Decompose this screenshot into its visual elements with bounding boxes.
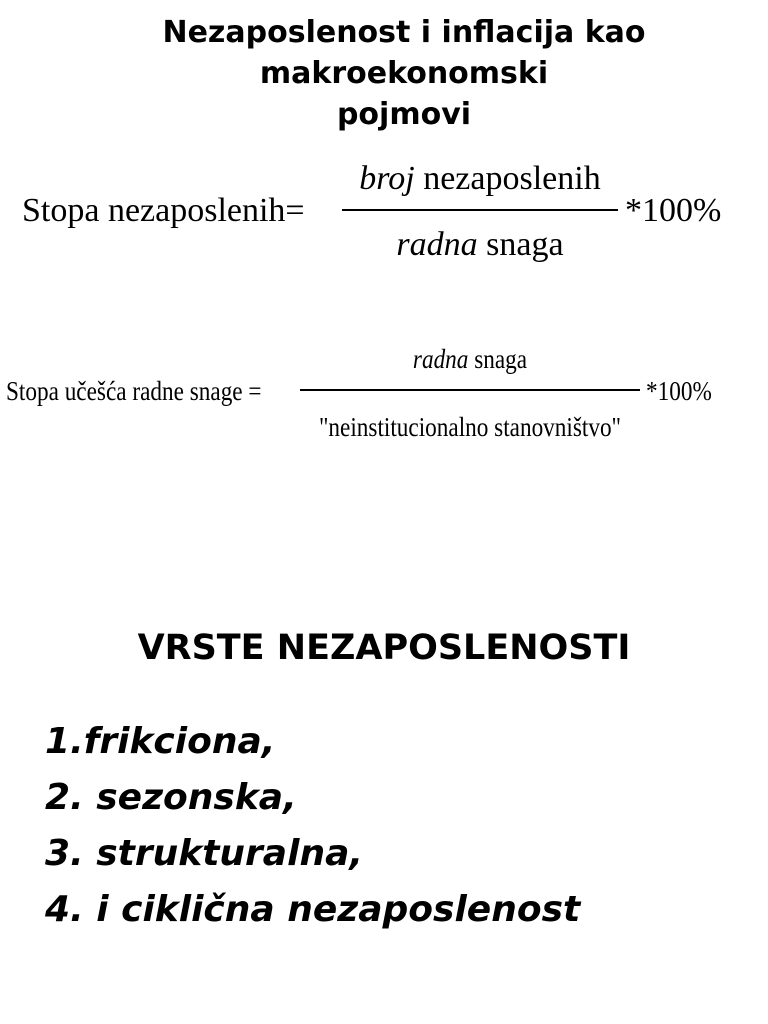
page-title bbox=[0, 12, 768, 135]
formula-denominator: "neinstitucionalno stanovništvo" bbox=[318, 412, 622, 442]
numerator-italic: broj bbox=[359, 160, 415, 197]
formula-multiplier: *100% bbox=[646, 376, 712, 406]
formula-denominator bbox=[340, 226, 620, 264]
title-line-3: pojmovi bbox=[336, 97, 472, 132]
formula-numerator bbox=[324, 344, 616, 375]
section-heading: VRSTE NEZAPOSLENOSTI bbox=[137, 628, 631, 668]
denominator-text: snaga bbox=[477, 226, 564, 263]
formula-numerator bbox=[340, 160, 620, 198]
unemployment-rate-formula bbox=[22, 160, 762, 270]
formula-lhs: Stopa učešća radne snage = bbox=[6, 376, 262, 406]
list-item: 1.frikciona, bbox=[45, 721, 276, 762]
list-item: 2. sezonska, bbox=[45, 777, 297, 818]
unemployment-types-list bbox=[45, 714, 580, 938]
formula-multiplier: *100% bbox=[625, 192, 722, 229]
numerator-text: snaga bbox=[468, 344, 528, 374]
numerator-text: nezaposlenih bbox=[414, 160, 601, 197]
participation-rate-formula bbox=[6, 340, 766, 450]
list-item: 3. strukturalna, bbox=[45, 833, 364, 874]
fraction-bar bbox=[342, 209, 618, 211]
numerator-italic: radna bbox=[412, 344, 469, 374]
title-line-2: makroekonomski bbox=[259, 56, 549, 91]
title-line-1: Nezaposlenost i inflacija kao bbox=[162, 15, 646, 50]
list-item: 4. i ciklična nezaposlenost bbox=[45, 889, 581, 930]
denominator-italic: radna bbox=[396, 226, 478, 263]
formula-lhs: Stopa nezaposlenih= bbox=[22, 192, 305, 229]
fraction-bar bbox=[300, 389, 640, 391]
